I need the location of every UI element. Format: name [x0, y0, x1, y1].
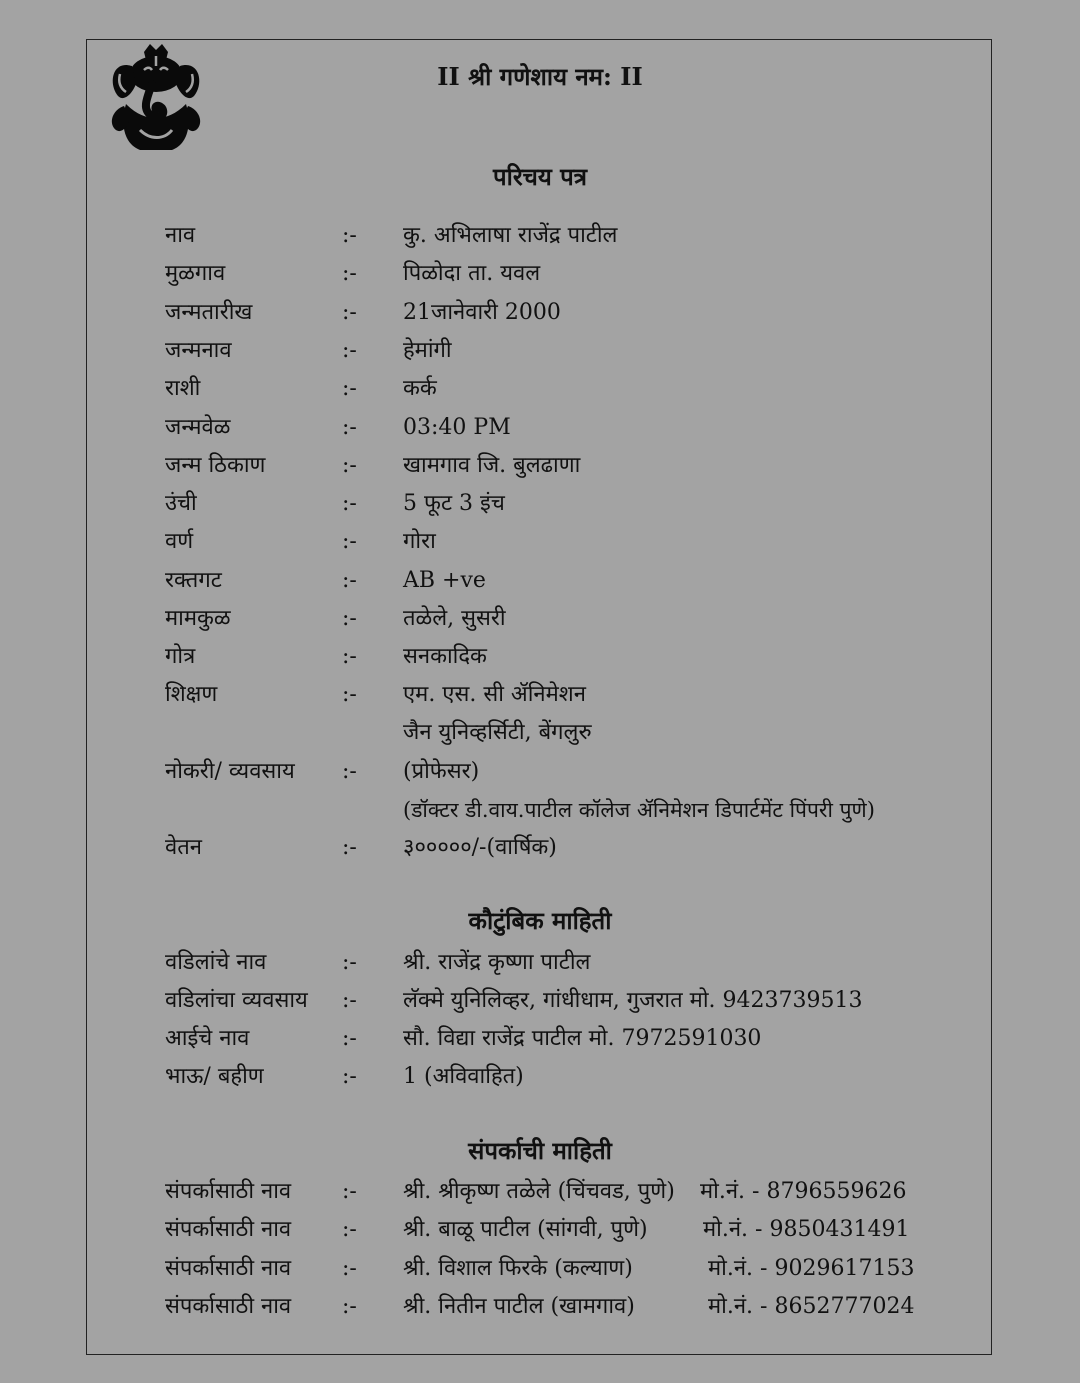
row-label: जन्म ठिकाण: [165, 453, 266, 478]
row-value: लॅक्मे युनिलिव्हर, गांधीधाम, गुजरात मो. 9423739513: [403, 988, 863, 1013]
row-separator: :-: [342, 606, 357, 631]
detail-row: [0, 639, 1080, 675]
row-separator: :-: [342, 759, 357, 784]
row-label: संपर्कासाठी नाव: [165, 1294, 292, 1319]
row-separator: :-: [342, 529, 357, 554]
row-label: संपर्कासाठी नाव: [165, 1217, 292, 1242]
row-value: 21जानेवारी 2000: [403, 300, 561, 325]
row-value: सनकादिक: [403, 644, 487, 669]
detail-row-continuation: [0, 792, 1080, 828]
row-value: श्री. राजेंद्र कृष्णा पाटील: [403, 950, 591, 975]
contact-phone: मो.नं. - 9029617153: [708, 1256, 915, 1281]
contact-phone: मो.नं. - 8652777024: [708, 1294, 915, 1319]
row-value: कु. अभिलाषा राजेंद्र पाटील: [403, 223, 618, 248]
row-label: वडिलांचे नाव: [165, 950, 267, 975]
row-separator: :-: [342, 261, 357, 286]
row-label: गोत्र: [165, 644, 196, 669]
row-label: नोकरी/ व्यवसाय: [165, 759, 295, 784]
row-separator: :-: [342, 376, 357, 401]
detail-row: [0, 218, 1080, 254]
detail-row: [0, 754, 1080, 790]
row-separator: :-: [342, 1026, 357, 1051]
row-label: वडिलांचा व्यवसाय: [165, 988, 308, 1013]
family-section-title: कौटुंबिक माहिती: [468, 906, 612, 935]
row-separator: :-: [342, 1179, 357, 1204]
row-separator: :-: [342, 300, 357, 325]
contact-name: श्री. बाळू पाटील (सांगवी, पुणे): [403, 1217, 648, 1242]
family-row: [0, 945, 1080, 981]
contact-name: श्री. श्रीकृष्ण तळेले (चिंचवड, पुणे): [403, 1179, 675, 1204]
detail-row: [0, 677, 1080, 713]
row-value: कर्क: [403, 376, 437, 401]
detail-row: [0, 295, 1080, 331]
row-separator: :-: [342, 644, 357, 669]
row-value: तळेले, सुसरी: [403, 606, 506, 631]
detail-row-continuation: [0, 715, 1080, 751]
row-separator: :-: [342, 1217, 357, 1242]
row-value: 03:40 PM: [403, 415, 511, 440]
row-label: मुळगाव: [165, 261, 226, 286]
row-label: उंची: [165, 491, 197, 516]
contact-phone: मो.नं. - 8796559626: [700, 1179, 907, 1204]
row-separator: :-: [342, 835, 357, 860]
row-value: खामगाव जि. बुलढाणा: [403, 453, 581, 478]
row-separator: :-: [342, 338, 357, 363]
contact-name: श्री. विशाल फिरके (कल्याण): [403, 1256, 633, 1281]
invocation-heading: II श्री गणेशाय नम: II: [437, 62, 643, 91]
detail-row: [0, 524, 1080, 560]
detail-row: [0, 601, 1080, 637]
row-label: भाऊ/ बहीण: [165, 1064, 264, 1089]
row-value-line2: (डॉक्टर डी.वाय.पाटील कॉलेज ॲनिमेशन डिपार्टमेंट पिंपरी पुणे): [403, 798, 875, 822]
row-label: वेतन: [165, 835, 202, 860]
contact-phone: मो.नं. - 9850431491: [703, 1217, 910, 1242]
row-value: 1 (अविवाहित): [403, 1064, 524, 1089]
row-label: आईचे नाव: [165, 1026, 250, 1051]
contact-name: श्री. नितीन पाटील (खामगाव): [403, 1294, 635, 1319]
detail-row: [0, 448, 1080, 484]
row-value: पिळोदा ता. यवल: [403, 261, 541, 286]
family-row: [0, 1059, 1080, 1095]
page-title: परिचय पत्र: [492, 162, 588, 191]
row-value: सौ. विद्या राजेंद्र पाटील मो. 7972591030: [403, 1026, 762, 1051]
detail-row: [0, 371, 1080, 407]
contact-row: [0, 1251, 1080, 1287]
row-separator: :-: [342, 950, 357, 975]
row-label: राशी: [165, 376, 201, 401]
row-label: रक्तगट: [165, 568, 222, 593]
contact-section-title: संपर्काची माहिती: [468, 1136, 612, 1165]
row-value: हेमांगी: [403, 338, 452, 363]
row-value: AB +ve: [403, 568, 486, 593]
row-label: संपर्कासाठी नाव: [165, 1256, 292, 1281]
row-value: ३०००००/-(वार्षिक): [403, 835, 557, 860]
row-label: संपर्कासाठी नाव: [165, 1179, 292, 1204]
row-separator: :-: [342, 682, 357, 707]
row-value: (प्रोफेसर): [403, 759, 480, 784]
row-label: जन्मतारीख: [165, 300, 253, 325]
row-value: गोरा: [403, 529, 436, 554]
detail-row: [0, 830, 1080, 866]
row-value: एम. एस. सी ॲनिमेशन: [403, 682, 586, 707]
row-separator: :-: [342, 491, 357, 516]
row-label: शिक्षण: [165, 682, 218, 707]
row-separator: :-: [342, 415, 357, 440]
contact-row: [0, 1174, 1080, 1210]
row-separator: :-: [342, 223, 357, 248]
row-separator: :-: [342, 1064, 357, 1089]
family-row: [0, 983, 1080, 1019]
contact-row: [0, 1289, 1080, 1325]
row-separator: :-: [342, 1294, 357, 1319]
row-value-line2: जैन युनिव्हर्सिटी, बेंगलुरु: [403, 720, 592, 745]
detail-row: [0, 333, 1080, 369]
detail-row: [0, 410, 1080, 446]
row-label: जन्मनाव: [165, 338, 232, 363]
row-label: नाव: [165, 223, 196, 248]
detail-row: [0, 256, 1080, 292]
detail-row: [0, 563, 1080, 599]
row-label: जन्मवेळ: [165, 415, 231, 440]
detail-row: [0, 486, 1080, 522]
contact-row: [0, 1212, 1080, 1248]
row-label: मामकुळ: [165, 606, 231, 631]
family-row: [0, 1021, 1080, 1057]
row-value: 5 फूट 3 इंच: [403, 491, 505, 516]
row-separator: :-: [342, 1256, 357, 1281]
row-label: वर्ण: [165, 529, 194, 554]
row-separator: :-: [342, 453, 357, 478]
row-separator: :-: [342, 988, 357, 1013]
row-separator: :-: [342, 568, 357, 593]
